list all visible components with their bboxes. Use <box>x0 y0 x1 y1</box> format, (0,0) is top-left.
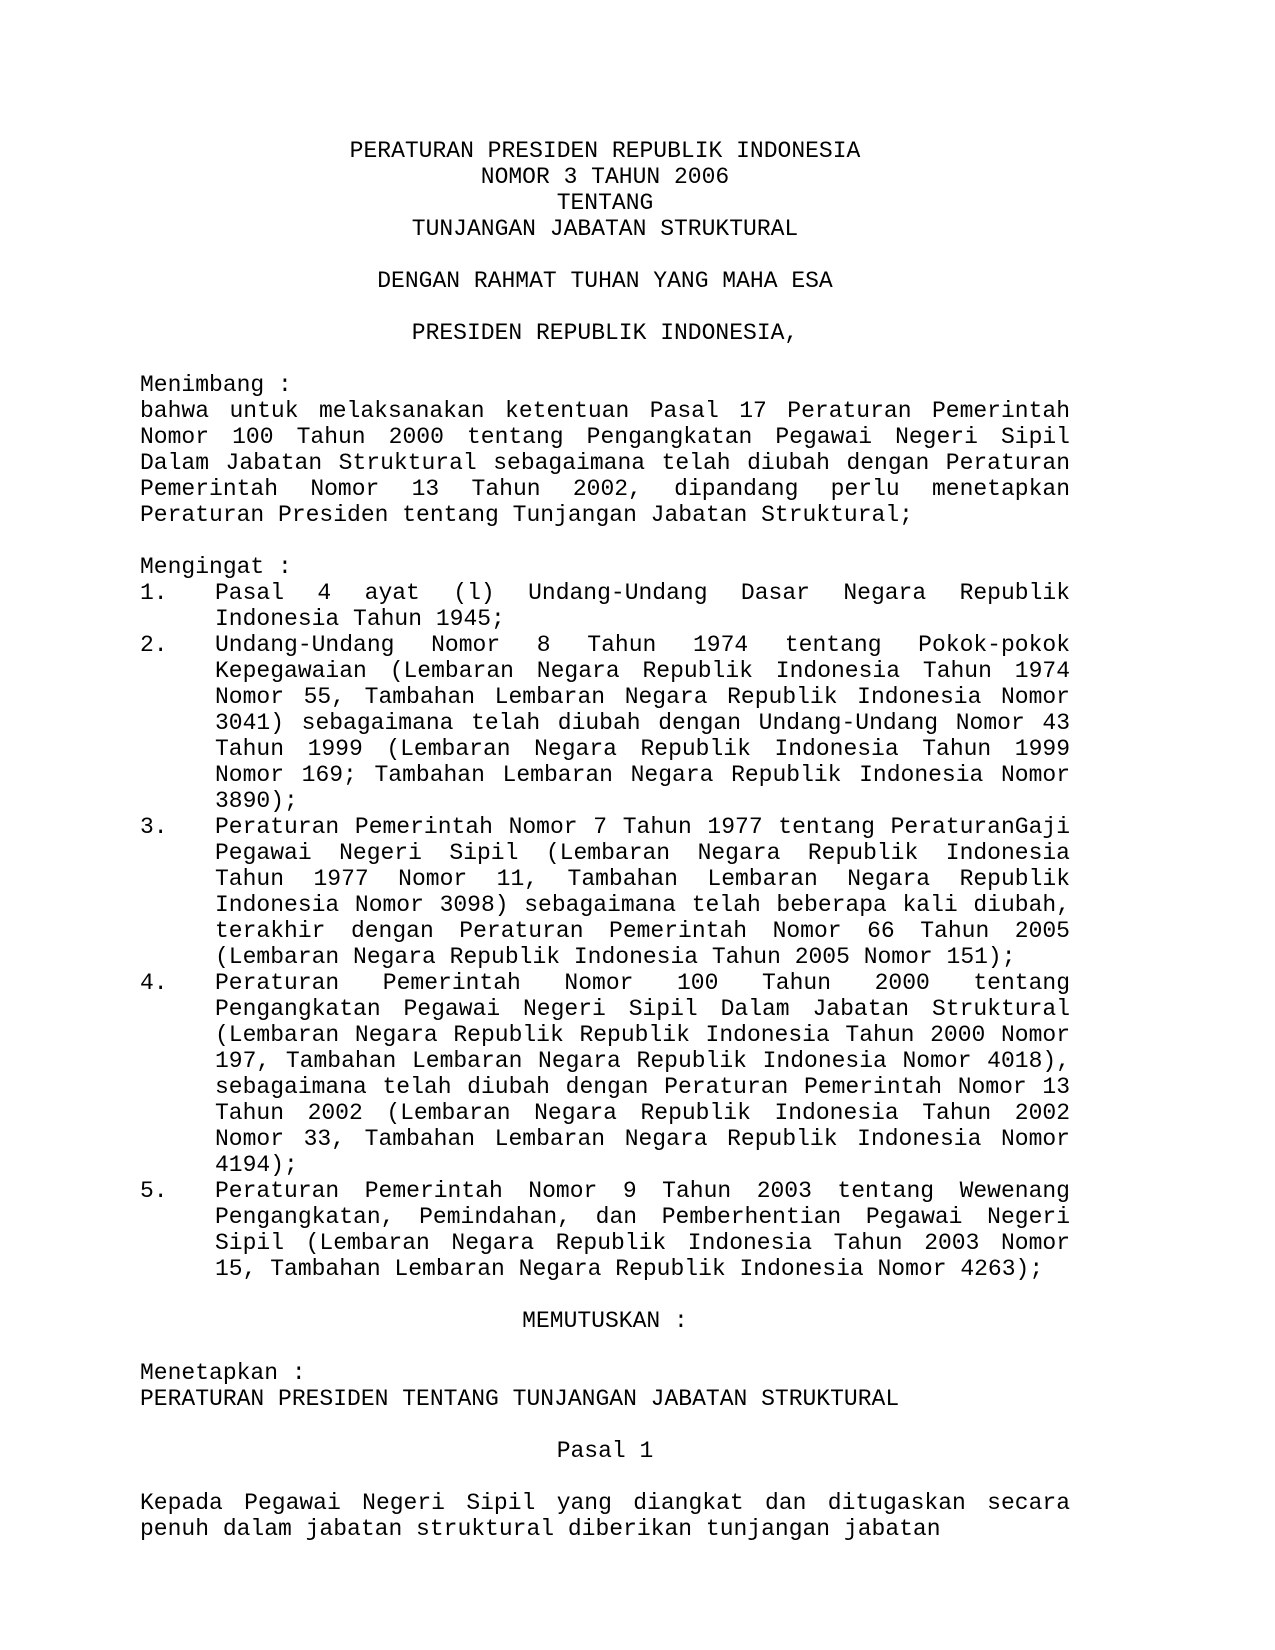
mengingat-item-4 <box>140 970 1070 1178</box>
title-line-2: NOMOR 3 TAHUN 2006 <box>480 164 730 190</box>
item-text: Peraturan Pemerintah Nomor 9 Tahun 2003 tentang Wewenang Pengangkatan, Pemindahan, dan Pemberhentian Pegawai Negeri Sipil (Lembaran Negara Republik Indonesia Tahun 2003 Nomor 15, Tambahan Lembaran Negara Republik Indonesia Nomor 4263); <box>215 1178 1070 1282</box>
item-text: Peraturan Pemerintah Nomor 7 Tahun 1977 tentang PeraturanGaji Pegawai Negeri Sipil (Lembaran Negara Republik Indonesia Tahun 1977 Nomor 11, Tambahan Lembaran Negara Republik Indonesia Nomor 3098) sebagaimana telah beberapa kali diubah, terakhir dengan Peraturan Pemerintah Nomor 66 Tahun 2005 (Lembaran Negara Republik Indonesia Tahun 2005 Nomor 151); <box>215 814 1070 970</box>
memutuskan-heading: MEMUTUSKAN : <box>522 1308 688 1334</box>
item-number: 3. <box>140 814 168 840</box>
mengingat-item-5 <box>140 1178 1070 1282</box>
menimbang-label: Menimbang : <box>140 372 292 398</box>
mengingat-item-2 <box>140 632 1070 814</box>
item-number: 5. <box>140 1178 168 1204</box>
menimbang-body: bahwa untuk melaksanakan ketentuan Pasal 17 Peraturan Pemerintah Nomor 100 Tahun 2000 tentang Pengangkatan Pegawai Negeri Sipil Dalam Jabatan Struktural sebagaimana telah diubah dengan Peraturan Pemerintah Nomor 13 Tahun 2002, dipandang perlu menetapkan Peraturan Presiden tentang Tunjangan Jabatan Struktural; <box>140 398 1070 528</box>
item-text: Undang-Undang Nomor 8 Tahun 1974 tentang Pokok-pokok Kepegawaian (Lembaran Negara Republik Indonesia Tahun 1974 Nomor 55, Tambahan Lembaran Negara Republik Indonesia Nomor 3041) sebagaimana telah diubah dengan Undang-Undang Nomor 43 Tahun 1999 (Lembaran Negara Republik Indonesia Tahun 1999 Nomor 169; Tambahan Lembaran Negara Republik Indonesia Nomor 3890); <box>215 632 1070 814</box>
menimbang-section <box>140 372 1070 528</box>
menetapkan-body: PERATURAN PRESIDEN TENTANG TUNJANGAN JABATAN STRUKTURAL <box>140 1386 900 1412</box>
menetapkan-label: Menetapkan : <box>140 1360 306 1386</box>
item-number: 1. <box>140 580 168 606</box>
title-line-1: PERATURAN PRESIDEN REPUBLIK INDONESIA <box>349 138 861 164</box>
issuer-line: PRESIDEN REPUBLIK INDONESIA, <box>411 320 799 346</box>
mengingat-item-3 <box>140 814 1070 970</box>
pasal-1-heading: Pasal 1 <box>556 1438 654 1464</box>
item-number: 2. <box>140 632 168 658</box>
document-header <box>140 138 1070 242</box>
mengingat-item-1 <box>140 580 1070 632</box>
invocation-line: DENGAN RAHMAT TUHAN YANG MAHA ESA <box>377 268 833 294</box>
mengingat-label: Mengingat : <box>140 554 292 580</box>
item-text: Pasal 4 ayat (l) Undang-Undang Dasar Negara Republik Indonesia Tahun 1945; <box>215 580 1070 632</box>
pasal-1-section <box>140 1438 1070 1542</box>
menetapkan-section <box>140 1360 1070 1412</box>
title-line-4: TUNJANGAN JABATAN STRUKTURAL <box>411 216 799 242</box>
item-number: 4. <box>140 970 168 996</box>
mengingat-section <box>140 554 1070 1282</box>
item-text: Peraturan Pemerintah Nomor 100 Tahun 2000 tentang Pengangkatan Pegawai Negeri Sipil Dalam Jabatan Struktural (Lembaran Negara Republik Republik Indonesia Tahun 2000 Nomor 197, Tambahan Lembaran Negara Republik Indonesia Nomor 4018), sebagaimana telah diubah dengan Peraturan Pemerintah Nomor 13 Tahun 2002 (Lembaran Negara Republik Indonesia Tahun 2002 Nomor 33, Tambahan Lembaran Negara Republik Indonesia Nomor 4194); <box>215 970 1070 1178</box>
pasal-1-body: Kepada Pegawai Negeri Sipil yang diangkat dan ditugaskan secara penuh dalam jabatan struktural diberikan tunjangan jabatan <box>140 1490 1070 1542</box>
title-line-3: TENTANG <box>556 190 654 216</box>
